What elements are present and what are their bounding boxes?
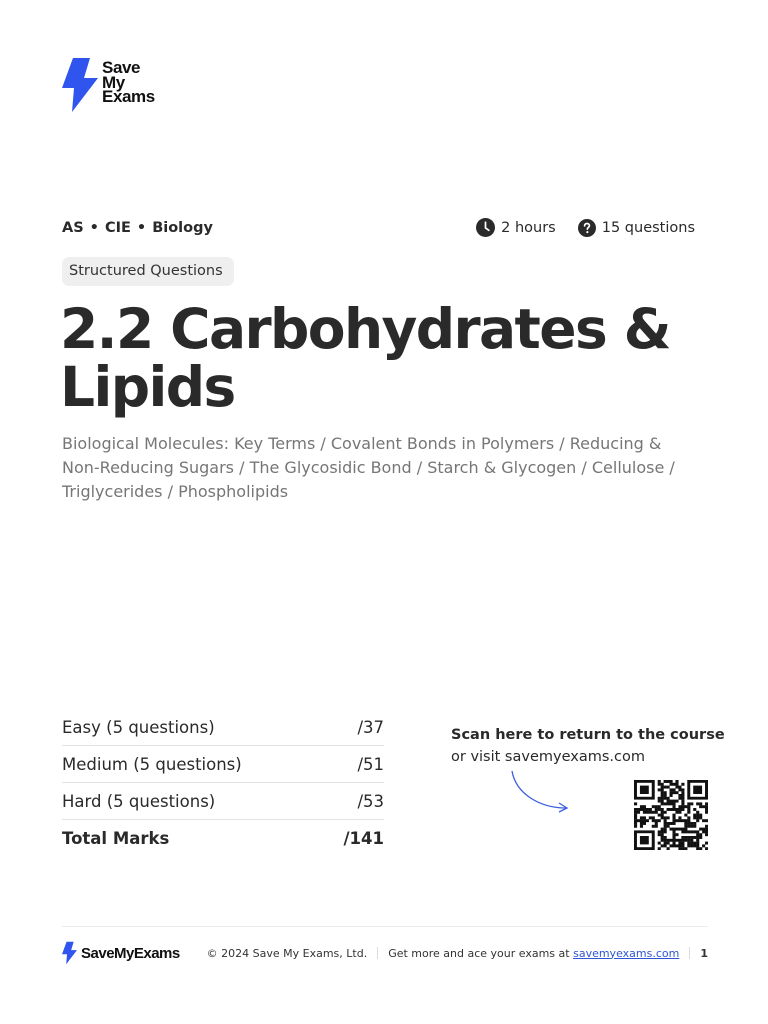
- question-circle-icon: [578, 219, 596, 237]
- total-label: Total Marks: [62, 829, 170, 848]
- total-value: /141: [343, 829, 384, 848]
- scan-heading: Scan here to return to the course: [451, 727, 725, 743]
- footer: [62, 941, 708, 965]
- lightning-bolt-icon: [62, 58, 98, 112]
- scan-subtext: or visit savemyexams.com: [451, 749, 645, 765]
- question-type-tag: Structured Questions: [62, 257, 234, 286]
- marks-value: /51: [357, 754, 384, 774]
- footer-divider: [62, 926, 708, 927]
- page-number: 1: [700, 946, 708, 960]
- breadcrumb-level: AS: [62, 219, 84, 236]
- footer-separator: [377, 947, 378, 959]
- clock-icon: [476, 218, 495, 237]
- marks-value: /37: [357, 717, 384, 737]
- copyright-text: © 2024 Save My Exams, Ltd.: [206, 946, 368, 960]
- marks-row-medium: [62, 746, 384, 783]
- marks-row-hard: [62, 783, 384, 820]
- breadcrumb-separator: •: [89, 219, 99, 236]
- duration-text: 2 hours: [501, 219, 556, 236]
- qr-code[interactable]: [634, 780, 708, 850]
- marks-row-total: [62, 820, 384, 857]
- marks-row-easy: [62, 709, 384, 746]
- lightning-bolt-icon: [62, 941, 77, 965]
- footer-brand-name: SaveMyExams: [81, 944, 180, 962]
- exam-stats: [476, 218, 708, 237]
- marks-table: [62, 709, 384, 857]
- marks-value: /53: [357, 791, 384, 811]
- website-link[interactable]: savemyexams.com: [573, 946, 680, 960]
- footer-logo[interactable]: [62, 941, 180, 965]
- duration-stat: [476, 218, 556, 237]
- marks-label: Easy (5 questions): [62, 717, 215, 737]
- scan-prompt: [451, 724, 725, 768]
- breadcrumb: [62, 220, 213, 236]
- questions-text: 15 questions: [601, 219, 695, 236]
- marks-label: Medium (5 questions): [62, 754, 242, 774]
- brand-wordmark: Save My Exams: [102, 58, 155, 106]
- marks-label: Hard (5 questions): [62, 791, 216, 811]
- breadcrumb-subject: Biology: [152, 219, 213, 236]
- breadcrumb-separator: •: [136, 219, 147, 236]
- footer-info: [207, 947, 708, 960]
- footer-cta: [388, 947, 679, 960]
- curved-arrow-icon: [506, 768, 572, 814]
- topic-list: Biological Molecules: Key Terms / Covalent Bonds in Polymers / Reducing & Non-Reducing Sugars / The Glycosidic Bond / Starch & Glycogen / Cellulose / Triglycerides / Phospholipids: [62, 434, 675, 501]
- brand-logo[interactable]: [62, 58, 155, 112]
- meta-row: [62, 218, 708, 237]
- footer-separator: [689, 947, 690, 959]
- footer-cta-text: Get more and ace your exams at: [388, 946, 574, 960]
- page-title: 2.2 Carbohydrates & Lipids: [60, 297, 670, 419]
- questions-stat: [578, 219, 695, 237]
- breadcrumb-board: CIE: [104, 219, 131, 236]
